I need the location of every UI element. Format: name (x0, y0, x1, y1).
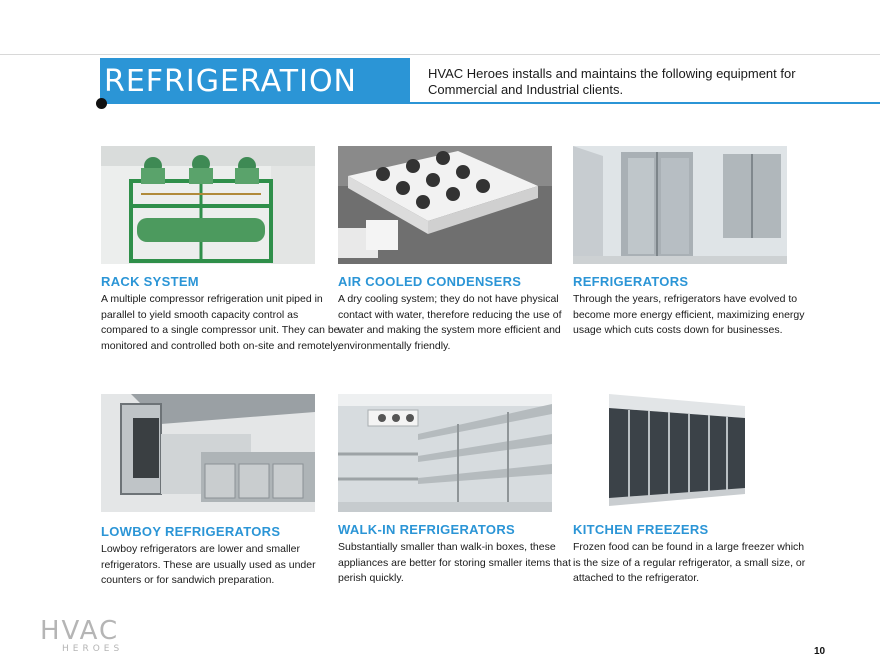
card-air-cooled-condensers (338, 146, 578, 354)
banner-underline (410, 102, 880, 104)
rack-system-photo (101, 146, 315, 264)
card-description: Lowboy refrigerators are lower and smaller refrigerators. These are usually used as under counters or for sandwich preparation. (101, 543, 316, 586)
card-heading: LOWBOY REFRIGERATORS (101, 524, 281, 539)
card-description: A dry cooling system; they do not have physical contact with water, therefore reducing the use of water and making the system more efficient and environmentally friendly. (338, 293, 562, 352)
card-rack-system (101, 146, 341, 354)
section-banner (100, 58, 880, 104)
card-heading: AIR COOLED CONDENSERS (338, 274, 522, 289)
kitchen-freezers-photo (573, 390, 787, 508)
logo-subtext: HEROES (62, 644, 124, 654)
card-heading: REFRIGERATORS (573, 274, 689, 289)
card-refrigerators (573, 146, 813, 339)
card-kitchen-freezers (573, 390, 813, 587)
card-lowboy-refrigerators (101, 394, 341, 589)
card-description: Frozen food can be found in a large freezer which is the size of a regular refrigerator, a small size, or attached to the refrigerator. (573, 541, 806, 584)
bullet-dot (96, 98, 107, 109)
top-rule (0, 0, 880, 55)
logo-word: HVAC (40, 616, 120, 646)
section-intro: HVAC Heroes installs and maintains the following equipment for Commercial and Industrial clients. (428, 66, 796, 97)
hvac-heroes-logo (40, 618, 123, 654)
card-description: Through the years, refrigerators have evolved to become more energy efficient, maximizing energy usage which cuts costs down for businesses. (573, 293, 805, 336)
card-heading: WALK-IN REFRIGERATORS (338, 522, 515, 537)
section-title: REFRIGERATION (104, 64, 357, 99)
page-number: 10 (814, 646, 826, 657)
card-heading: KITCHEN FREEZERS (573, 522, 709, 537)
air-cooled-condensers-photo (338, 146, 552, 264)
card-description: Substantially smaller than walk-in boxes, these appliances are better for storing smaller items that perish quickly. (338, 541, 571, 584)
card-description: A multiple compressor refrigeration unit piped in parallel to yield smooth capacity control as compared to a single compressor unit. They can be monitored and controlled both on-site and remotely. (101, 293, 341, 352)
card-walk-in-refrigerators (338, 394, 578, 587)
banner-blue-block (100, 58, 410, 104)
card-heading: RACK SYSTEM (101, 274, 199, 289)
refrigerators-photo (573, 146, 787, 264)
walk-in-refrigerators-photo (338, 394, 552, 512)
lowboy-refrigerators-photo (101, 394, 315, 512)
